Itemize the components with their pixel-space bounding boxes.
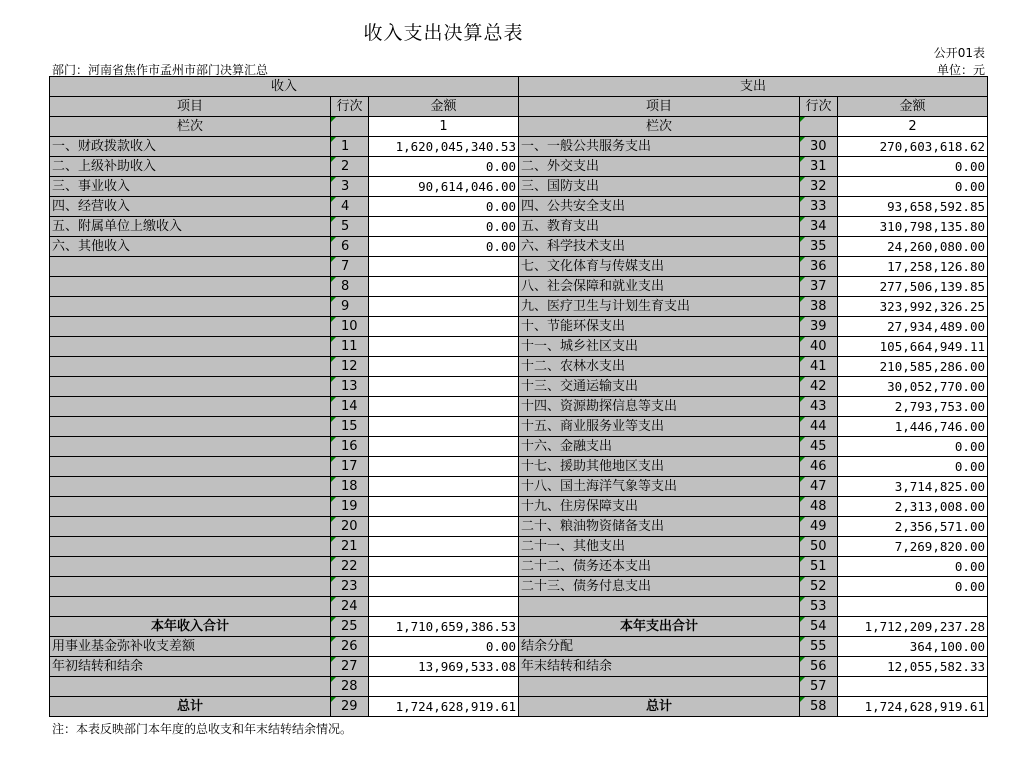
income-amount	[369, 337, 519, 357]
table-row	[50, 217, 988, 237]
department-label: 部门：河南省焦作市孟州市部门决算汇总	[52, 63, 269, 77]
income-amount: 0.00	[369, 217, 519, 237]
income-item	[50, 517, 331, 537]
income-row-number: 25	[331, 617, 369, 637]
income-row-number: 16	[331, 437, 369, 457]
expense-row-number: 30	[800, 137, 838, 157]
expense-amount: 270,603,618.62	[838, 137, 988, 157]
expense-amount: 2,313,008.00	[838, 497, 988, 517]
budget-table	[49, 76, 988, 717]
table-row	[50, 417, 988, 437]
income-item: 四、经营收入	[50, 197, 331, 217]
expense-row-number: 51	[800, 557, 838, 577]
income-item: 二、上级补助收入	[50, 157, 331, 177]
expense-item: 十七、援助其他地区支出	[519, 457, 800, 477]
expense-row-number: 49	[800, 517, 838, 537]
expense-row-number: 36	[800, 257, 838, 277]
expense-item: 十二、农林水支出	[519, 357, 800, 377]
expense-row-number: 48	[800, 497, 838, 517]
income-row-number: 1	[331, 137, 369, 157]
income-row-number: 19	[331, 497, 369, 517]
income-row-number: 21	[331, 537, 369, 557]
income-row-number: 9	[331, 297, 369, 317]
income-item	[50, 337, 331, 357]
table-row	[50, 377, 988, 397]
expense-amount: 323,992,326.25	[838, 297, 988, 317]
income-amount	[369, 317, 519, 337]
income-row-number: 18	[331, 477, 369, 497]
expense-amount: 12,055,582.33	[838, 657, 988, 677]
income-item	[50, 437, 331, 457]
expense-item: 七、文化体育与传媒支出	[519, 257, 800, 277]
expense-amount: 210,585,286.00	[838, 357, 988, 377]
expense-amount: 7,269,820.00	[838, 537, 988, 557]
income-row-number: 28	[331, 677, 369, 697]
expense-row-number: 37	[800, 277, 838, 297]
expense-amount: 93,658,592.85	[838, 197, 988, 217]
expense-row-number: 45	[800, 437, 838, 457]
income-item	[50, 497, 331, 517]
expense-lanci-label: 栏次	[519, 117, 800, 137]
income-row-number: 14	[331, 397, 369, 417]
income-amount	[369, 597, 519, 617]
income-row-number: 6	[331, 237, 369, 257]
income-item	[50, 677, 331, 697]
income-row-number: 8	[331, 277, 369, 297]
income-amount: 1,710,659,386.53	[369, 617, 519, 637]
expense-amount: 1,446,746.00	[838, 417, 988, 437]
expense-amount: 1,712,209,237.28	[838, 617, 988, 637]
income-amount	[369, 477, 519, 497]
expense-item: 九、医疗卫生与计划生育支出	[519, 297, 800, 317]
expense-row-number: 33	[800, 197, 838, 217]
income-item: 六、其他收入	[50, 237, 331, 257]
expense-lanci-row	[800, 117, 838, 137]
income-col-number: 1	[369, 117, 519, 137]
income-row-number: 10	[331, 317, 369, 337]
expense-row-col: 行次	[800, 97, 838, 117]
expense-row-number: 47	[800, 477, 838, 497]
expense-amount	[838, 597, 988, 617]
expense-item: 一、一般公共服务支出	[519, 137, 800, 157]
expense-row-number: 54	[800, 617, 838, 637]
income-lanci-row	[331, 117, 369, 137]
income-item	[50, 257, 331, 277]
expense-item: 总计	[519, 697, 800, 717]
expense-amount: 3,714,825.00	[838, 477, 988, 497]
expense-item: 二十二、债务还本支出	[519, 557, 800, 577]
income-amount	[369, 297, 519, 317]
table-row	[50, 257, 988, 277]
expense-amount: 1,724,628,919.61	[838, 697, 988, 717]
table-row	[50, 397, 988, 417]
expense-item: 十五、商业服务业等支出	[519, 417, 800, 437]
expense-row-number: 56	[800, 657, 838, 677]
unit-label: 单位：元	[936, 63, 985, 77]
income-amount	[369, 557, 519, 577]
income-amount: 1,724,628,919.61	[369, 697, 519, 717]
expense-item: 八、社会保障和就业支出	[519, 277, 800, 297]
expense-item: 十、节能环保支出	[519, 317, 800, 337]
expense-item	[519, 597, 800, 617]
expense-row-number: 40	[800, 337, 838, 357]
income-header: 收入	[50, 77, 519, 97]
income-amount: 0.00	[369, 237, 519, 257]
expense-amount	[838, 677, 988, 697]
expense-amount: 17,258,126.80	[838, 257, 988, 277]
income-amount	[369, 377, 519, 397]
table-row	[50, 297, 988, 317]
expense-item: 十一、城乡社区支出	[519, 337, 800, 357]
table-row	[50, 237, 988, 257]
expense-row-number: 39	[800, 317, 838, 337]
income-item: 三、事业收入	[50, 177, 331, 197]
income-amount: 0.00	[369, 157, 519, 177]
income-amount	[369, 277, 519, 297]
expense-row-number: 50	[800, 537, 838, 557]
table-row	[50, 477, 988, 497]
expense-header: 支出	[519, 77, 988, 97]
expense-item: 二十、粮油物资储备支出	[519, 517, 800, 537]
income-item	[50, 537, 331, 557]
income-row-number: 13	[331, 377, 369, 397]
expense-amount: 277,506,139.85	[838, 277, 988, 297]
income-amount: 1,620,045,340.53	[369, 137, 519, 157]
expense-amount: 0.00	[838, 177, 988, 197]
table-row	[50, 317, 988, 337]
income-item	[50, 317, 331, 337]
expense-row-number: 57	[800, 677, 838, 697]
expense-item: 十三、交通运输支出	[519, 377, 800, 397]
expense-item: 六、科学技术支出	[519, 237, 800, 257]
table-row	[50, 657, 988, 677]
income-row-number: 3	[331, 177, 369, 197]
income-item	[50, 577, 331, 597]
expense-amount: 0.00	[838, 457, 988, 477]
income-item	[50, 557, 331, 577]
income-item	[50, 357, 331, 377]
income-row-number: 24	[331, 597, 369, 617]
income-item: 五、附属单位上缴收入	[50, 217, 331, 237]
table-row	[50, 197, 988, 217]
income-row-col: 行次	[331, 97, 369, 117]
income-item: 本年收入合计	[50, 617, 331, 637]
expense-item: 三、国防支出	[519, 177, 800, 197]
income-amount: 0.00	[369, 637, 519, 657]
income-row-number: 29	[331, 697, 369, 717]
income-item	[50, 477, 331, 497]
expense-col-number: 2	[838, 117, 988, 137]
expense-amount-col: 金额	[838, 97, 988, 117]
table-row	[50, 457, 988, 477]
income-row-number: 23	[331, 577, 369, 597]
income-row-number: 7	[331, 257, 369, 277]
expense-item: 十六、金融支出	[519, 437, 800, 457]
income-amount	[369, 497, 519, 517]
income-item: 用事业基金弥补收支差额	[50, 637, 331, 657]
income-item: 年初结转和结余	[50, 657, 331, 677]
expense-row-number: 41	[800, 357, 838, 377]
income-item	[50, 397, 331, 417]
expense-item: 二、外交支出	[519, 157, 800, 177]
expense-row-number: 46	[800, 457, 838, 477]
table-row	[50, 517, 988, 537]
expense-amount: 27,934,489.00	[838, 317, 988, 337]
income-item	[50, 297, 331, 317]
income-row-number: 27	[331, 657, 369, 677]
income-row-number: 12	[331, 357, 369, 377]
income-amount	[369, 417, 519, 437]
table-row	[50, 697, 988, 717]
expense-item: 十九、住房保障支出	[519, 497, 800, 517]
table-row	[50, 557, 988, 577]
expense-row-number: 44	[800, 417, 838, 437]
expense-row-number: 43	[800, 397, 838, 417]
table-row	[50, 677, 988, 697]
expense-row-number: 52	[800, 577, 838, 597]
income-row-number: 4	[331, 197, 369, 217]
income-amount	[369, 677, 519, 697]
expense-item: 二十三、债务付息支出	[519, 577, 800, 597]
income-row-number: 26	[331, 637, 369, 657]
expense-item: 四、公共安全支出	[519, 197, 800, 217]
income-item	[50, 417, 331, 437]
expense-item: 五、教育支出	[519, 217, 800, 237]
expense-amount: 2,793,753.00	[838, 397, 988, 417]
expense-row-number: 34	[800, 217, 838, 237]
income-item	[50, 457, 331, 477]
table-row	[50, 617, 988, 637]
expense-amount: 24,260,080.00	[838, 237, 988, 257]
income-row-number: 20	[331, 517, 369, 537]
income-amount	[369, 257, 519, 277]
form-number: 公开01表	[933, 46, 985, 60]
table-row	[50, 637, 988, 657]
income-row-number: 11	[331, 337, 369, 357]
income-row-number: 2	[331, 157, 369, 177]
income-row-number: 22	[331, 557, 369, 577]
expense-amount: 0.00	[838, 437, 988, 457]
expense-item: 结余分配	[519, 637, 800, 657]
expense-amount: 30,052,770.00	[838, 377, 988, 397]
report-title: 收入支出决算总表	[363, 22, 524, 44]
expense-row-number: 32	[800, 177, 838, 197]
table-row	[50, 437, 988, 457]
expense-item-col: 项目	[519, 97, 800, 117]
expense-amount: 0.00	[838, 577, 988, 597]
income-amount: 0.00	[369, 197, 519, 217]
table-row	[50, 137, 988, 157]
income-item: 一、财政拨款收入	[50, 137, 331, 157]
expense-item: 十四、资源勘探信息等支出	[519, 397, 800, 417]
income-row-number: 5	[331, 217, 369, 237]
expense-row-number: 53	[800, 597, 838, 617]
income-amount: 13,969,533.08	[369, 657, 519, 677]
table-row	[50, 277, 988, 297]
table-row	[50, 177, 988, 197]
income-item	[50, 277, 331, 297]
expense-item: 二十一、其他支出	[519, 537, 800, 557]
expense-row-number: 58	[800, 697, 838, 717]
expense-amount: 310,798,135.80	[838, 217, 988, 237]
expense-amount: 364,100.00	[838, 637, 988, 657]
income-amount	[369, 357, 519, 377]
table-row	[50, 577, 988, 597]
expense-item	[519, 677, 800, 697]
income-amount	[369, 457, 519, 477]
income-item	[50, 597, 331, 617]
table-row	[50, 537, 988, 557]
table-row	[50, 157, 988, 177]
income-item: 总计	[50, 697, 331, 717]
table-row	[50, 597, 988, 617]
income-amount-col: 金额	[369, 97, 519, 117]
expense-row-number: 42	[800, 377, 838, 397]
expense-row-number: 31	[800, 157, 838, 177]
income-lanci-label: 栏次	[50, 117, 331, 137]
expense-row-number: 55	[800, 637, 838, 657]
expense-amount: 2,356,571.00	[838, 517, 988, 537]
income-amount: 90,614,046.00	[369, 177, 519, 197]
expense-item: 本年支出合计	[519, 617, 800, 637]
table-row	[50, 357, 988, 377]
income-amount	[369, 397, 519, 417]
income-amount	[369, 517, 519, 537]
expense-amount: 105,664,949.11	[838, 337, 988, 357]
expense-item: 年末结转和结余	[519, 657, 800, 677]
expense-row-number: 35	[800, 237, 838, 257]
income-item	[50, 377, 331, 397]
table-row	[50, 337, 988, 357]
income-amount	[369, 537, 519, 557]
expense-item: 十八、国土海洋气象等支出	[519, 477, 800, 497]
income-row-number: 17	[331, 457, 369, 477]
table-row	[50, 497, 988, 517]
income-row-number: 15	[331, 417, 369, 437]
expense-amount: 0.00	[838, 157, 988, 177]
expense-amount: 0.00	[838, 557, 988, 577]
expense-row-number: 38	[800, 297, 838, 317]
income-amount	[369, 577, 519, 597]
footnote: 注：本表反映部门本年度的总收支和年末结转结余情况。	[52, 722, 353, 736]
income-item-col: 项目	[50, 97, 331, 117]
income-amount	[369, 437, 519, 457]
